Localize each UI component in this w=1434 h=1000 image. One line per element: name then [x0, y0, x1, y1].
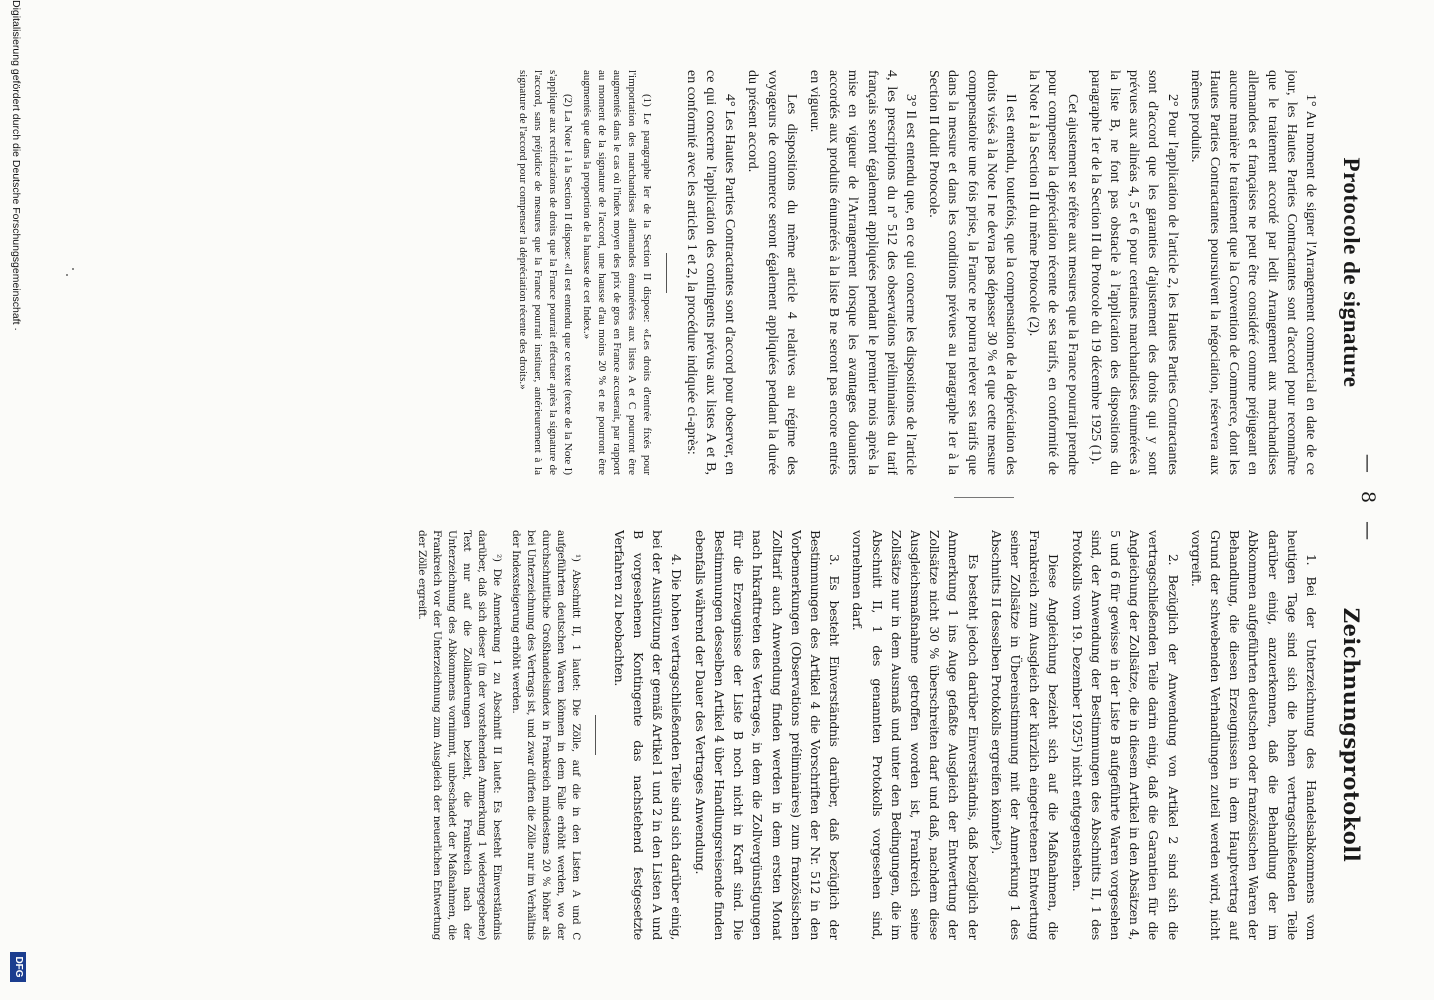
footnote-rule — [595, 715, 596, 755]
column-divider — [954, 497, 1014, 498]
footnote-rule — [667, 253, 668, 293]
german-paragraph: 3. Es besteht Einverständnis darüber, daß bezüglich der Bestimmungen des Artikel 4 die Vorschriften der Nr. 512 in den Vorbemerkungen (Observations préliminaires) zum französischen Zolltarif auch Anwendung finden werden in dem ersten Monat nach Inkrafttreten des Vertrages, in dem die Zollvergünstigungen für die Erzeugnisse der Liste B noch nicht in Kraft sind. Die Bestimmungen desselben Artikel 4 über Handlungsreisende finden ebenfalls während der Dauer des Vertrages Anwendung. — [692, 530, 843, 940]
german-paragraph: 1. Bei der Unterzeichnung des Handelsabkommens vom heutigen Tage sind sich die hohen vertragschließenden Teile darüber einig, anzuerkennen, daß die Behandlung der im Abkommen aufgeführten deutschen oder französischen Waren der Behandlung, die diesen Erzeugnissen in dem Hauptvertrag auf Grund der schwebenden Verhandlungen zuteil werden wird, nicht vorgreift. — [1188, 530, 1319, 940]
german-paragraph: Diese Angleichung bezieht sich auf die Maßnahmen, die Frankreich zum Ausgleich der kürzlich eingetretenen Entwertung seiner Zollsätze in Übereinstimmung mit der Anmerkung 1 des Abschnitts II desselben Protokolls ergreifen könnte²). — [988, 530, 1062, 940]
french-paragraph: 3° Il est entendu que, en ce qui concerne les dispositions de l'article 4, les prescriptions du n° 512 des observations préliminaires du tarif français seront également appliquées pendant le premier mois après la mise en vigueur de l'Arrangement lorsque les avantages douaniers accordés aux produits énumérés à la liste B ne seront pas encore entrés en vigueur. — [806, 70, 918, 475]
german-column — [284, 530, 1364, 940]
german-footnote: ¹) Abschnitt II, 1 lautet: Die Zölle, auf die in den Listen A und C aufgeführten deutschen Waren können in dem Falle erhöht werden, wo der durchschnittliche Großhandelsindex in Frankreich mindestens 20 % höher als bei Unterzeichnung des Vertrags ist, und zwar dürfen die Zölle nur im Verhältnis der Indexsteigerung erhöht werden. — [509, 530, 582, 940]
french-paragraph: Cet ajustement se réfère aux mesures que la France pourrait prendre pour compenser la dépréciation récente de ses tarifs, en conformité de la Note I à la Section II du même Protocole (2). — [1026, 70, 1080, 475]
german-footnote: ²) Die Anmerkung 1 zu Abschnitt II lautet: Es besteht Einverständnis darüber, daß sich dieser (in der vorstehenden Anmerkung 1 wiedergegebene) Text nur auf die Zolländerungen bezieht, die Frankreich nach der Unterzeichnung des Abkommens vornimmt, unbeschadet der Maßnahmen, die Frankreich vor der Unterzeichnung zum Ausgleich der neuerlichen Entwertung der Zölle ergreift. — [415, 530, 503, 940]
french-paragraph: Il est entendu, toutefois, que la compensation de la dépréciation des droits visés à la Note I ne devra pas dépasser 30 % et que cette mesure compensatoire une fois prise, la France ne pourra relever ses tarifs que dans la mesure et dans les conditions prévues au paragraphe 1er à la Section II dudit Protocole. — [926, 70, 1018, 475]
footer-credit: Digitalisierung gefördert durch die Deutsche Forschungsgemeinschaft · — [10, 0, 22, 331]
digitization-footer — [2, 0, 32, 1000]
german-paragraph: 4. Die hohen vertragschließenden Teile sind sich darüber einig, bei der Ausnützung der gemäß Artikel 1 und 2 in den Listen A und B vorgesehenen Kontingente das nachstehend festgesetzte Verfahren zu beobachten. — [611, 530, 685, 940]
scan-speck — [66, 274, 68, 276]
dfg-logo: DFG — [10, 952, 26, 982]
french-paragraph: 2° Pour l'application de l'article 2, les Hautes Parties Contractantes sont d'accord que les garanties d'ajustement des droits qui y sont prévues aux alinéas 4, 5 et 6 pour certaines marchandises énumérées à la liste B, ne font pas obstacle à l'application des dispositions du paragraphe 1er de la Section II du Protocole du 19 décembre 1925 (1). — [1087, 70, 1180, 475]
french-column — [284, 70, 1364, 475]
french-footnote: (1) Le paragraphe Ier de la Section II dispose: «Les droits d'entrée fixés pour l'importation des marchandises allemandes énumérées aux listes A et C pourront être augmentés dans le cas où l'index moyen des prix de gros en France accuserait, par rapport au moment de la signature de l'accord, une hausse d'au moins 20 % et ne pourront être augmentés que dans la proportion de la hausse de cet Index.» — [581, 70, 654, 475]
scan-speck — [72, 268, 74, 270]
french-title: Protocole de signature — [1339, 157, 1364, 388]
french-paragraph: 4° Les Hautes Parties Contractantes sont d'accord pour observer, en ce qui concerne l'application des contingents prévus aux listes A et B, en conformité avec les articles 1 et 2, la procédure indiquée ci-après: — [683, 70, 738, 475]
french-paragraph: 1° Au moment de signer l'Arrangement commercial en date de ce jour, les Hautes Parties Contractantes sont d'accord pour reconnaître que le traitement accordé par ledit Arrangement aux marchandises allemandes et françaises ne peut être considéré comme préjugeant en aucune manière le traitement que la Convention de Commerce, dont les Hautes Parties Contractantes poursuivent la négociation, réservera aux mêmes produits. — [1187, 70, 1318, 475]
german-title: Zeichnungsprotokoll — [1339, 607, 1364, 863]
french-paragraph: Les dispositions du même article 4 relatives au régime des voyageurs de commerce seront également appliquées pendant la durée du présent accord. — [745, 70, 799, 475]
german-paragraph: 2. Bezüglich der Anwendung von Artikel 2 sind sich die vertragschließenden Teile darin einig, daß die Garantien für die Angleichung der Zollsätze, die in diesem Artikel in den Absätzen 4, 5 und 6 für gewisse in der Liste B aufgeführte Waren vorgesehen sind, der Anwendung der Bestimmungen des Abschnitts II, 1 des Protokolls vom 19. Dezember 1925¹) nicht entgegenstehen. — [1069, 530, 1181, 940]
page-number: — 8 — — [1357, 453, 1379, 547]
french-footnote: (2) La Note I à la Section II dispose: «Il est entendu que ce texte (texte de la Note I) s'applique aux rectifications de droits que la France pourrait effectuer après la signature de l'accord, sans préjudice de mesures que la France pourrait instituer, antérieurement à la signature de l'accord pour compenser la dépréciation récente des droits.» — [517, 70, 575, 475]
german-paragraph: Es besteht jedoch darüber Einverständnis, daß bezüglich der Anmerkung 1 ins Auge gefaßte Ausgleich der Entwertung der Zollsätze nicht 30 % überschreiten darf und daß, nachdem diese Ausgleichsmaßnahme getroffen worden ist, Frankreich seine Zollsätze nur in dem Ausmaß und unter den Bedingungen, die im Abschnitt II, 1 des genannten Protokolls vorgesehen sind, vornehmen darf. — [850, 530, 981, 940]
